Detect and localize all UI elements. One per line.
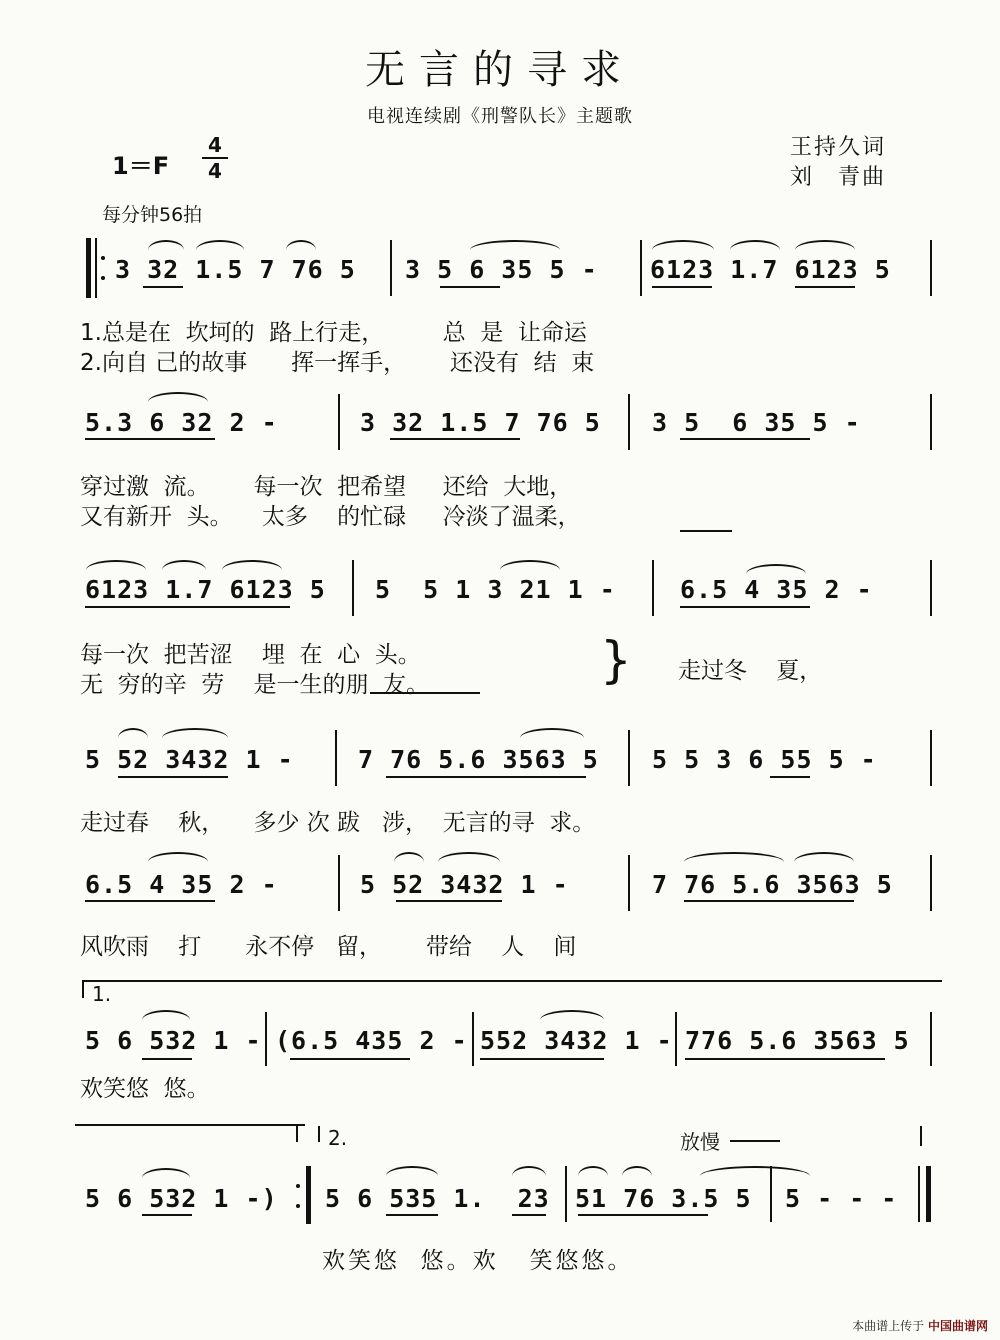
slur [162,728,228,738]
measure: 6123 1.7 6123 5 [85,575,326,604]
underline [795,286,855,288]
brace: } [600,631,632,689]
repeat-dot [101,256,105,260]
volta-2-label: 2. [328,1126,348,1150]
lyric-line: 欢笑悠 悠。 [80,1076,210,1102]
underline [390,438,520,440]
song-title: 无言的寻求 [365,47,635,93]
underline [142,1214,192,1216]
lyric-line: 无 穷的辛 劳 是一生的朋 友。 [80,672,430,698]
underline [118,776,228,778]
underline [440,286,500,288]
underline [652,286,712,288]
slur [795,240,855,250]
slur [652,240,714,250]
slur [700,1166,810,1176]
slur [684,852,784,862]
lyric-line: 走过春 秋， 多少 次 跋 涉， 无言的寻 求。 [80,810,596,836]
underline [143,286,183,288]
underline [770,776,810,778]
measure: 5 6 532 1 -) [85,1184,278,1213]
volta-line [82,980,942,982]
bar-line [628,730,630,786]
tempo-marking: 每分钟56拍 [102,204,203,226]
slur [746,564,806,574]
slur [142,1168,190,1178]
slur [470,240,560,250]
measure: 552 3432 1 - [480,1026,673,1055]
slur [162,560,206,570]
slur [578,1166,608,1176]
bar-line [265,1012,267,1066]
slur [394,852,424,862]
footer-text: 本曲谱上传于 [852,1319,925,1333]
underline [142,1058,192,1060]
underline [680,530,732,532]
footer-watermark [852,1317,988,1334]
slur [794,852,854,862]
repeat-start-bar [86,238,91,298]
staff-rule [75,1124,305,1126]
lyric-line: 每一次 把苦涩 埋 在 心 头。 [80,642,421,668]
slur [148,240,184,250]
lyric-line: 穿过激 流。 每一次 把希望 还给 大地， [80,474,573,500]
repeat-dot [101,276,105,280]
underline [290,1058,410,1060]
underline [480,1058,604,1060]
underline [680,606,810,608]
bar-line [565,1166,567,1222]
measure: 776 5.6 3563 5 [685,1026,910,1055]
underline [512,1214,546,1216]
measure: 5 6 535 1. 23 [325,1184,550,1213]
measure: 5 - - - [785,1184,898,1213]
underline [680,438,810,440]
bar-line [628,394,630,450]
bar-line [652,560,654,616]
measure: 6.5 4 35 2 - [680,575,873,604]
key-signature: 1＝F [112,152,170,180]
bar-line [675,1012,677,1066]
slur [730,240,780,250]
lyric-line: 欢笑悠 悠。欢 笑悠悠。 [322,1248,634,1274]
lyric-line: 走过冬 夏， [678,658,823,684]
repeat-dot [296,1184,300,1188]
lyric-line: 2.向自 己的故事 挥一挥手， 还没有 结 束 [80,350,595,376]
measure: 5.3 6 32 2 - [85,408,278,437]
slur [386,1166,438,1176]
time-sig-top: 4 [208,133,222,157]
slur [286,240,316,250]
slur [438,852,500,862]
bar-line [640,240,642,296]
underline [396,900,502,902]
slur [512,1166,546,1176]
measure: 3 32 1.5 7 76 5 [360,408,601,437]
lyricist-credit: 王持久词 [790,135,887,160]
volta-bracket [82,980,84,998]
bar-line [628,855,630,911]
bar-mark [920,1126,922,1146]
slur [142,1010,190,1020]
marking-line [730,1140,780,1142]
slur [86,560,146,570]
bar-line [390,240,392,296]
slur [222,560,282,570]
time-sig-bottom: 4 [208,159,222,183]
underline [85,900,215,902]
measure: 5 52 3432 1 - [85,745,294,774]
underline [578,1214,708,1216]
underline [85,438,215,440]
underline [685,1058,885,1060]
bar-line [918,1166,920,1222]
measure: 3 5 6 35 5 - [652,408,861,437]
slur [196,240,244,250]
measure: 3 5 6 35 5 - [405,255,598,284]
slur [540,1010,604,1020]
measure: 5 5 1 3 21 1 - [375,575,616,604]
bar-mark [296,1126,298,1142]
measure: 6123 1.7 6123 5 [650,255,891,284]
bar-line [930,394,932,450]
underline [85,606,290,608]
volta-1-label: 1. [92,982,112,1006]
measure: 3 32 1.5 7 76 5 [115,255,356,284]
lyric-line: 1.总是在 坎坷的 路上行走， 总 是 让命运 [80,320,587,346]
footer-site: 中国曲谱网 [927,1319,988,1333]
slur [148,852,208,862]
measure: 5 5 3 6 55 5 - [652,745,877,774]
repeat-end-bar [306,1166,311,1224]
slur [520,728,584,738]
slur [118,728,148,738]
composer-credit: 刘 青曲 [790,165,887,190]
measure: 7 76 5.6 3563 5 [652,870,893,899]
slur [500,560,560,570]
song-subtitle: 电视连续剧《刑警队长》主题歌 [367,106,633,127]
slur [622,1166,652,1176]
repeat-start-thin-bar [95,238,97,298]
measure: (6.5 435 2 - [275,1026,468,1055]
tempo-change-marking: 放慢 [680,1130,720,1154]
volta-bracket [318,1126,320,1142]
measure: 5 52 3432 1 - [360,870,569,899]
underline [684,900,854,902]
bar-line [930,240,932,296]
bar-line [930,560,932,616]
time-signature [198,134,232,182]
lyric-line: 风吹雨 打 永不停 留， 带给 人 间 [80,934,577,960]
bar-line [338,855,340,911]
final-bar [926,1166,931,1222]
repeat-dot [296,1204,300,1208]
bar-line [352,560,354,616]
measure: 6.5 4 35 2 - [85,870,278,899]
bar-line [930,730,932,786]
underline [386,1214,438,1216]
bar-line [930,1012,932,1066]
measure: 5 6 532 1 - [85,1026,262,1055]
measure: 7 76 5.6 3563 5 [358,745,599,774]
slur [148,392,208,402]
bar-line [338,394,340,450]
bar-line [472,1012,474,1066]
underline [386,776,586,778]
bar-line [335,730,337,786]
measure: 51 76 3.5 5 [575,1184,752,1213]
lyric-line: 又有新开 头。 太多 的忙碌 冷淡了温柔， [80,504,581,530]
bar-line [930,855,932,911]
